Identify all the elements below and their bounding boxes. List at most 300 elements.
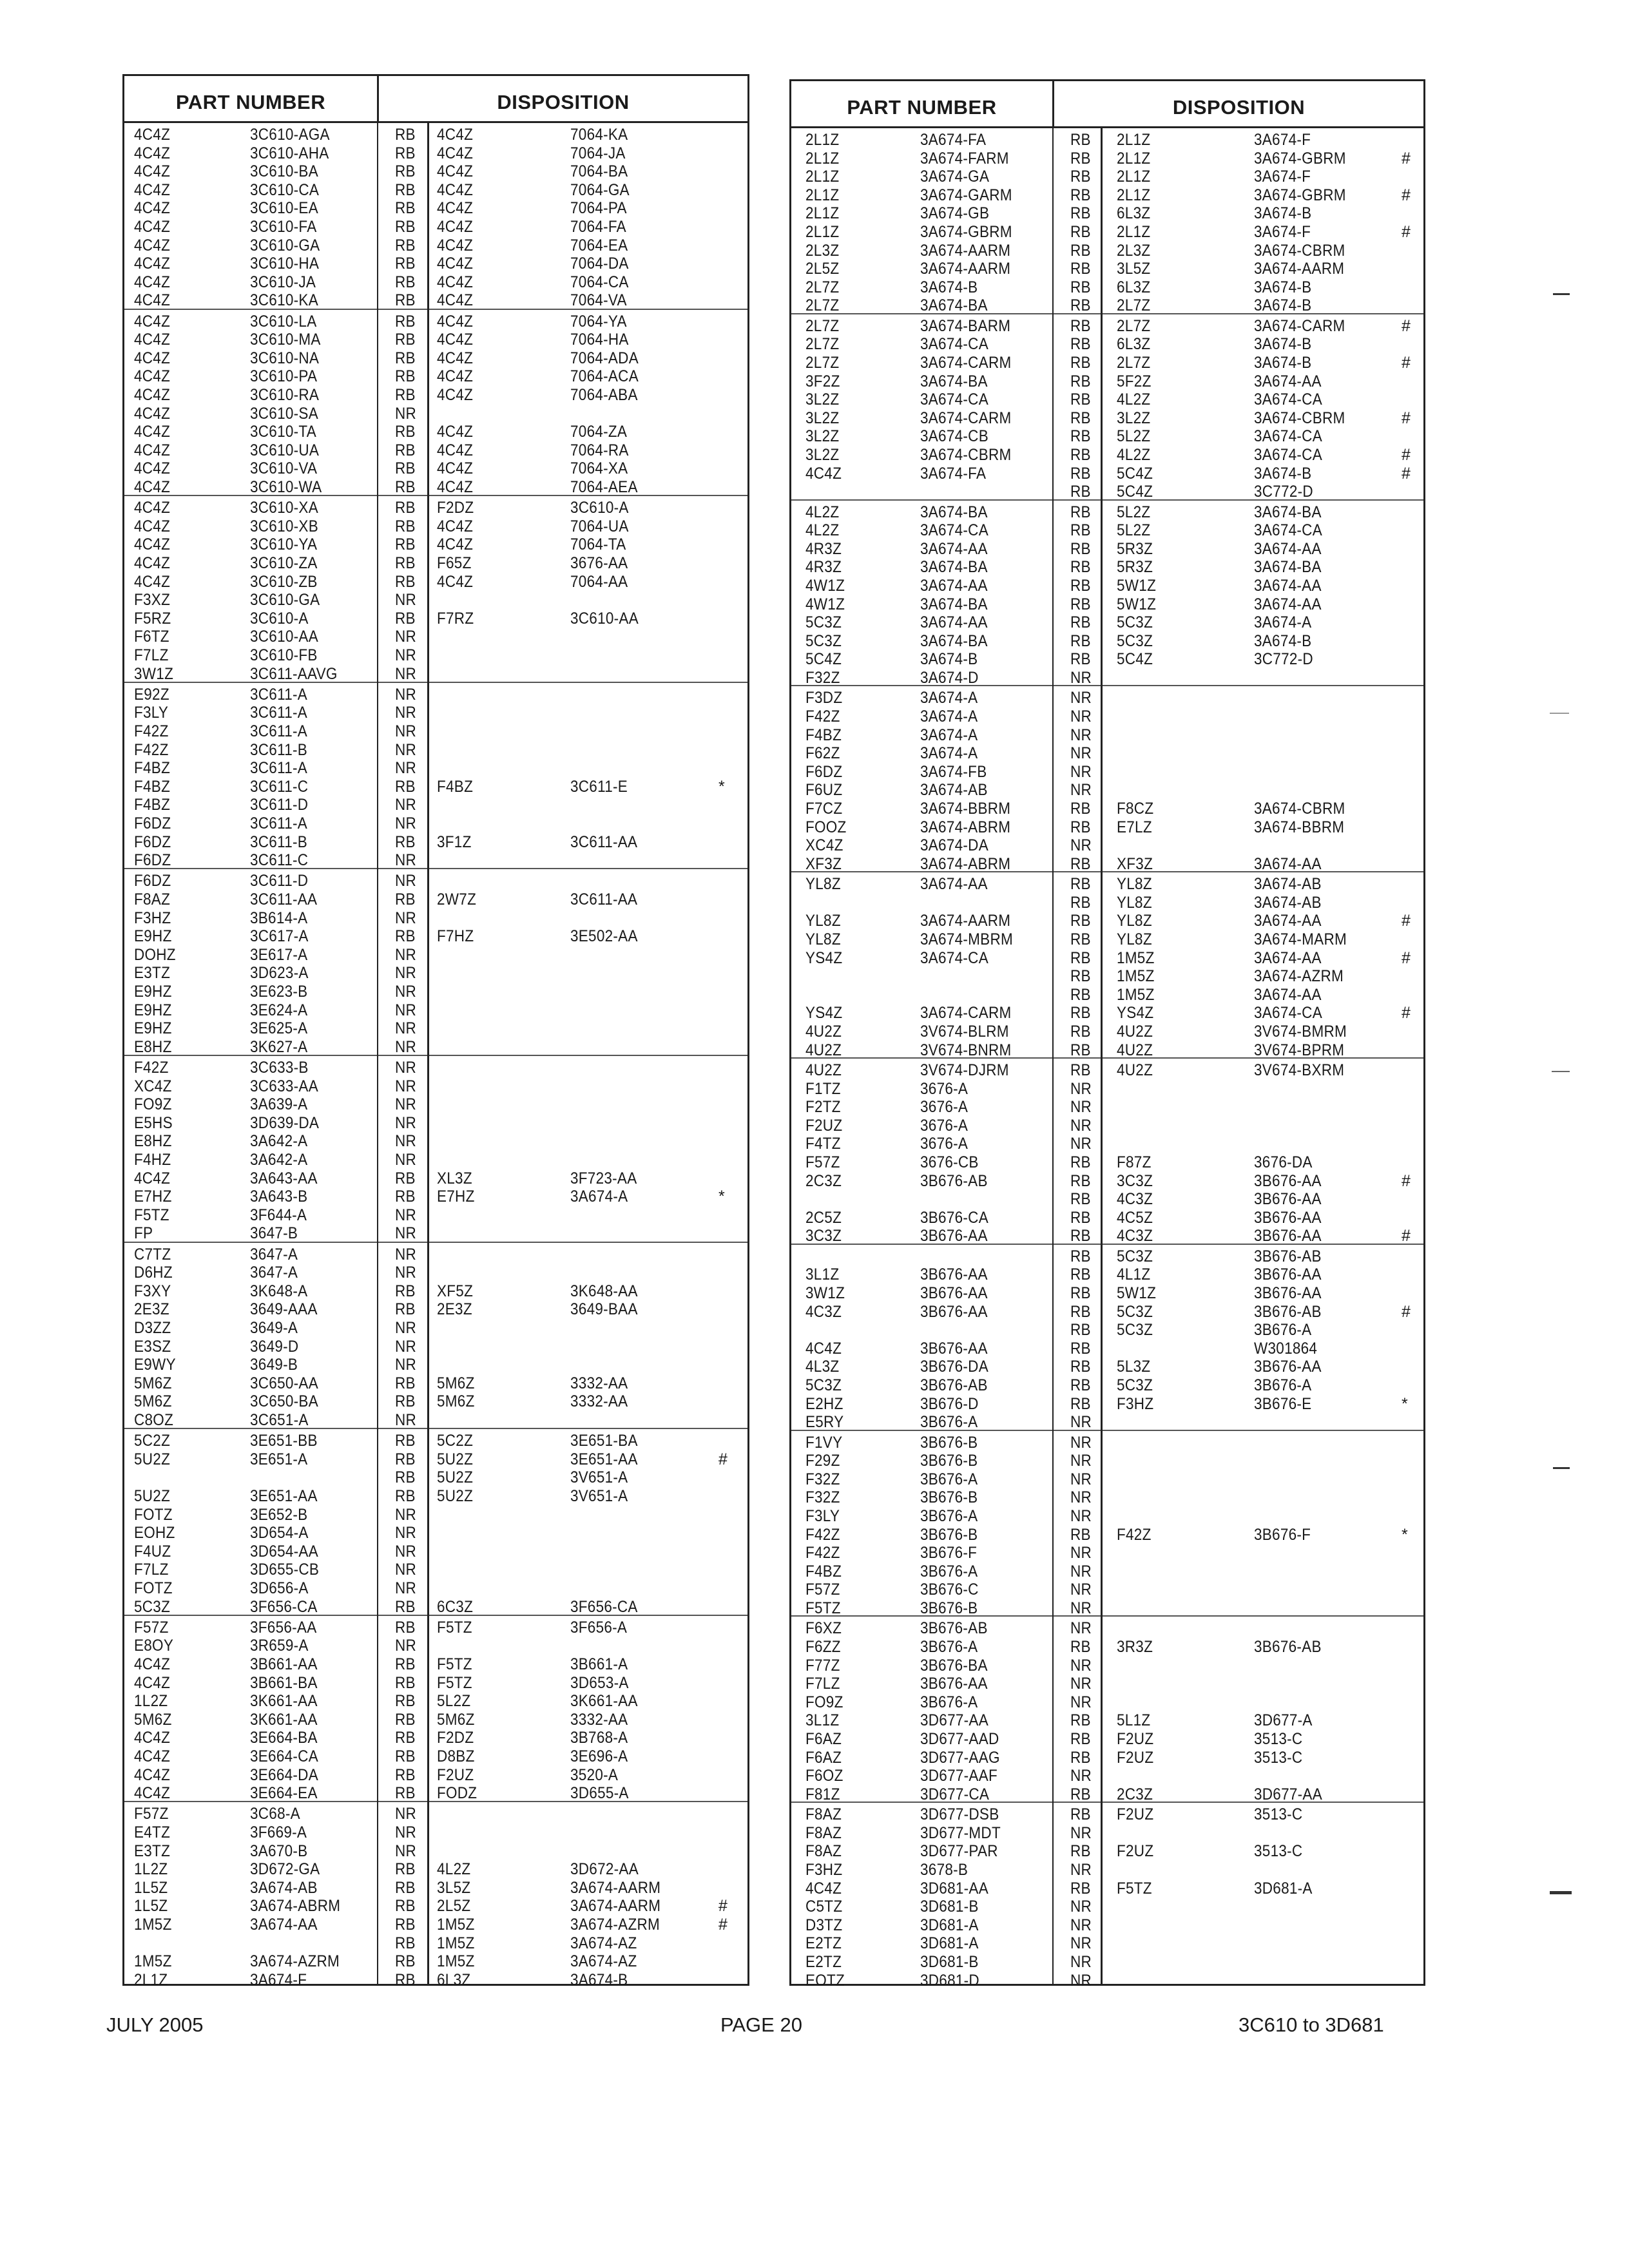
table-row [124,1674,747,1693]
row-group [791,501,1423,687]
model-code: E7HZ [134,1187,172,1206]
row-group [791,686,1423,872]
part-number: 3D681-AA [920,1879,988,1898]
table-row [791,260,1423,278]
disposition-code: NR [395,1077,417,1095]
table-row [791,689,1423,707]
model-code: E3TZ [134,964,171,983]
model-code: E5HS [134,1113,173,1132]
table-row [791,1599,1423,1618]
disposition-code: RB [395,609,416,628]
row-group [124,123,747,310]
disposition-code: RB [1070,222,1091,241]
part-number: 3C610-AHA [250,144,329,162]
model-code: YL8Z [805,912,841,930]
disposition-code: RB [395,777,416,796]
disposition-code: RB [395,499,416,517]
part-number: 3A674-D [920,668,979,687]
replacement-part: 3A674-AZ [570,1934,637,1952]
model-code: F8AZ [134,890,171,908]
replacement-model: 4C3Z [1117,1227,1153,1245]
table-row [124,1059,747,1077]
margin-mark [1550,713,1569,714]
replacement-model: 3L2Z [1117,408,1151,427]
disposition-code: RB [1070,204,1091,223]
model-code: 1M5Z [134,1915,172,1934]
replacement-model: D8BZ [437,1747,475,1765]
part-number: 3B676-D [920,1394,979,1413]
table-row [791,1247,1423,1266]
model-code: E9HZ [134,927,172,946]
replacement-model: F2DZ [437,499,474,517]
disposition-code: RB [1070,1842,1091,1861]
model-code: 4C4Z [134,291,171,310]
replacement-model: YL8Z [1117,875,1152,894]
table-row [791,296,1423,315]
model-code: 4C4Z [134,1655,171,1673]
model-code: F6TZ [134,628,169,646]
model-code: F57Z [805,1581,840,1599]
model-code: 5M6Z [134,1710,172,1729]
disposition-code: NR [1070,1413,1092,1432]
part-number: 3D655-CB [250,1561,320,1579]
part-number: 3F656-CA [250,1597,318,1616]
disposition-code: RB [1070,912,1091,930]
replacement-model: 2L5Z [437,1897,471,1916]
part-number: 3E664-EA [250,1784,318,1803]
replacement-part: 3649-BAA [570,1300,638,1319]
disposition-code: NR [395,851,417,870]
part-number: 3D681-D [920,1971,979,1990]
part-number: 3B676-AA [920,1283,988,1302]
model-code: 1L5Z [134,1897,168,1916]
part-number: 3A639-A [250,1095,308,1114]
replacement-model: 2E3Z [437,1300,472,1319]
disposition-code: NR [1070,1916,1092,1934]
disposition-code: RB [395,441,416,459]
replacement-part: 3A674-AA [1254,948,1322,967]
model-code: 2L7Z [805,316,840,335]
table-row [791,707,1423,726]
model-code: 4C4Z [134,349,171,367]
disposition-code: RB [395,273,416,291]
replacement-model: 2L7Z [1117,296,1151,315]
replacement-part: 3A674-AZRM [1254,967,1344,986]
model-code: 5C4Z [805,650,842,669]
model-code: 4L2Z [805,503,840,521]
table-row [791,1675,1423,1693]
model-code: F42Z [134,740,169,759]
model-code: FO9Z [805,1693,843,1711]
replacement-model: 2L7Z [1117,353,1151,372]
table-body [791,128,1423,1989]
disposition-code: RB [395,1860,416,1879]
table-row [124,741,747,760]
replacement-part: 3A674-B [1254,353,1312,372]
replacement-part: 3B676-AA [1254,1171,1322,1190]
model-code: 2C5Z [805,1208,842,1227]
disposition-code: NR [395,1542,417,1561]
part-number: 3A642-A [250,1132,308,1151]
row-group [124,869,747,1056]
table-row [124,1561,747,1579]
disposition-code: NR [395,1823,417,1841]
replacement-part: 7064-AEA [570,477,638,496]
table-row [791,949,1423,968]
part-number: 3B661-BA [250,1673,318,1692]
replacement-model: 5M6Z [437,1392,475,1411]
table-row [791,1730,1423,1749]
disposition-code: RB [395,367,416,386]
replacement-model: F2DZ [437,1729,474,1747]
model-code: YS4Z [805,948,843,967]
model-code: E4TZ [134,1823,171,1841]
disposition-header: DISPOSITION [1172,96,1306,119]
part-number: 3C610-A [250,609,309,628]
replacement-part: 3B661-A [570,1655,628,1673]
disposition-code: NR [1070,1470,1092,1488]
table-row [124,1356,747,1374]
table-row [791,1767,1423,1785]
table-row [791,912,1423,930]
part-number: 3A674-AA [250,1915,318,1934]
replacement-part: 3A674-F [1254,168,1311,186]
disposition-code: RB [395,1692,416,1711]
replacement-part: 3A674-BBRM [1254,818,1345,836]
model-code: E8HZ [134,1132,172,1151]
table-row [124,983,747,1001]
part-number: 3A674-BA [920,372,988,390]
replacement-part: 3513-C [1254,1729,1303,1748]
part-number: 3A674-BA [920,558,988,577]
replacement-model: 3C3Z [1117,1171,1153,1190]
part-number: 3A674-AZRM [250,1952,340,1971]
model-code: E3SZ [134,1337,171,1356]
part-number: 3C610-GA [250,236,320,255]
part-number: 3A674-B [920,278,978,296]
model-code: 5C3Z [805,613,842,632]
model-code: F62Z [805,744,840,763]
table-row [124,1805,747,1823]
table-row [791,1711,1423,1730]
replacement-model: F7HZ [437,927,474,946]
part-number: 3E651-BB [250,1432,318,1450]
model-code: 4U2Z [805,1041,842,1059]
disposition-code: NR [1070,689,1092,707]
disposition-code: NR [395,1001,417,1019]
table-row [124,1374,747,1393]
replacement-model: F8CZ [1117,799,1154,818]
part-number: 3C611-AAVG [250,664,338,683]
table-row [791,1041,1423,1060]
model-code: 2E3Z [134,1300,169,1319]
replacement-part: 3676-DA [1254,1153,1313,1171]
disposition-code: NR [1070,744,1092,763]
replacement-model: 5W1Z [1117,595,1157,613]
row-group [124,1802,747,1989]
model-code: 3L2Z [805,390,840,409]
replacement-model: 6L3Z [1117,278,1151,296]
replacement-model: 4C4Z [437,535,474,554]
disposition-code: RB [395,1934,416,1952]
model-code: 4C4Z [134,312,171,331]
disposition-code: RB [1070,1022,1091,1041]
replacement-model: XF5Z [437,1282,474,1300]
part-number: 3C611-B [250,832,308,851]
replacement-part: 3C772-D [1254,650,1313,669]
disposition-code: RB [395,1673,416,1692]
table-body [124,123,747,1989]
table-row [791,800,1423,818]
table-row [124,1952,747,1971]
note-mark: # [1402,912,1411,930]
table-row [124,1897,747,1916]
part-number: 3R659-A [250,1637,309,1655]
table-row [124,1206,747,1225]
table-row [791,317,1423,336]
table-row [791,1023,1423,1041]
replacement-model: 3L5Z [1117,260,1151,278]
model-code: 5M6Z [134,1374,172,1392]
replacement-part: 3A674-B [1254,464,1312,483]
part-number: 3K627-A [250,1037,308,1056]
replacement-part: 3A674-AA [1254,985,1322,1004]
table-row [124,646,747,665]
replacement-model: 5C2Z [437,1432,474,1450]
replacement-model: 2L1Z [1117,168,1151,186]
replacement-part: 3A674-AA [1254,576,1322,595]
replacement-model: 1M5Z [1117,985,1155,1004]
row-group [791,314,1423,501]
replacement-part: 3B676-AB [1254,1247,1322,1265]
table-row [791,1227,1423,1245]
replacement-model: 3R3Z [1117,1637,1153,1656]
margin-mark [1553,293,1570,295]
replacement-model: F2UZ [1117,1748,1154,1767]
disposition-code: NR [1070,1823,1092,1842]
part-number: 3B676-AB [920,1376,988,1394]
replacement-model: 4C5Z [1117,1208,1153,1227]
part-number: 3A674-CARM [920,353,1012,372]
model-code: F32Z [805,1488,840,1507]
part-number: 3A674-FARM [920,149,1009,168]
part-number: 3C610-PA [250,367,318,386]
model-code: F77Z [805,1656,840,1675]
replacement-model: 1M5Z [1117,967,1155,986]
disposition-code: RB [395,477,416,496]
table-row [791,1749,1423,1767]
part-number: 3C611-A [250,759,308,778]
disposition-code: NR [1070,1934,1092,1953]
table-row [124,1151,747,1169]
replacement-part: 7064-HA [570,331,629,349]
replacement-part: 3B676-E [1254,1394,1312,1413]
part-number: 3K648-A [250,1282,308,1300]
model-code: F3XZ [134,591,171,610]
model-code: 4R3Z [805,539,842,558]
replacement-part: 3D677-A [1254,1711,1313,1730]
disposition-code: NR [395,1206,417,1224]
table-row [124,554,747,573]
disposition-code: RB [1070,503,1091,521]
part-number: 3676-A [920,1135,969,1153]
model-code: 4C4Z [134,499,171,517]
replacement-model: YL8Z [1117,912,1152,930]
disposition-code: RB [1070,1637,1091,1656]
margin-mark [1552,1071,1570,1072]
disposition-code: RB [1070,464,1091,483]
replacement-part: 3B676-AB [1254,1637,1322,1656]
replacement-model: 5L2Z [1117,503,1151,521]
replacement-part: 7064-XA [570,459,628,478]
part-number: 3C610-AGA [250,126,330,144]
disposition-code: RB [1070,1302,1091,1321]
disposition-code: NR [395,646,417,664]
replacement-model: 5M6Z [437,1374,475,1392]
model-code: F6DZ [805,762,843,781]
replacement-part: 3V651-A [570,1468,628,1487]
model-code: F7LZ [134,1561,169,1579]
replacement-part: 3520-A [570,1765,619,1784]
part-number: 3649-B [250,1356,298,1374]
disposition-code: RB [1070,1171,1091,1190]
disposition-code: RB [395,349,416,367]
disposition-code: NR [395,1224,417,1243]
disposition-code: NR [395,1318,417,1337]
model-code: F6XZ [805,1619,842,1638]
table-row [791,1972,1423,1990]
table-row [791,409,1423,428]
table-row [124,1411,747,1430]
part-number: 3A674-AA [920,576,988,595]
model-code: F7LZ [805,1675,840,1693]
part-number: 3A674-B [920,650,978,669]
table-row [791,1581,1423,1599]
disposition-code: RB [1070,650,1091,669]
table-row [791,204,1423,223]
table-row [124,1224,747,1243]
part-number: 3B676-AA [920,1302,988,1321]
model-code: D6HZ [134,1264,173,1282]
disposition-code: RB [1070,260,1091,278]
disposition-code: RB [1070,875,1091,894]
table-row [124,1169,747,1188]
replacement-part: W301864 [1254,1339,1318,1358]
disposition-code: RB [1070,1321,1091,1340]
part-number: 3A642-A [250,1150,308,1169]
table-row [791,186,1423,205]
model-code: F42Z [805,1525,840,1544]
replacement-part: 7064-PA [570,199,627,218]
table-row [124,872,747,890]
table-row [124,405,747,423]
part-number: 3C611-A [250,704,308,722]
part-number: 3649-AAA [250,1300,318,1319]
part-number: 3D677-AA [920,1711,988,1730]
replacement-model: 4L2Z [1117,390,1151,409]
disposition-code: RB [395,1952,416,1971]
note-mark: * [718,1187,726,1206]
replacement-model: 2W7Z [437,890,477,908]
model-code: E5RY [805,1413,844,1432]
margin-mark [1553,1467,1570,1469]
model-code: F57Z [134,1618,169,1637]
disposition-code: NR [395,740,417,759]
disposition-code: RB [1070,445,1091,464]
part-number: 3A674-A [920,726,978,744]
part-number: 3K661-AA [250,1710,318,1729]
model-code: F5TZ [134,1206,169,1224]
replacement-part: 3K661-AA [570,1692,638,1711]
disposition-code: RB [395,312,416,331]
table-row [791,1805,1423,1824]
part-number: 3D677-PAR [920,1842,998,1861]
part-number: 3C611-A [250,685,308,704]
disposition-code: NR [395,814,417,832]
model-code: F4BZ [805,1562,842,1581]
disposition-code: NR [1070,707,1092,726]
replacement-model: 4U2Z [1117,1061,1153,1079]
row-group [791,1431,1423,1617]
disposition-code: NR [1070,1675,1092,1693]
model-code: 1L5Z [134,1878,168,1897]
model-code: E8HZ [134,1037,172,1056]
replacement-part: 7064-RA [570,441,629,459]
replacement-model: 4C4Z [437,144,474,162]
table-row [791,521,1423,540]
table-row [791,1879,1423,1898]
note-mark: # [1402,316,1411,335]
model-code: F42Z [134,722,169,740]
replacement-model: 1M5Z [437,1952,475,1971]
table-row [791,1953,1423,1972]
disposition-code: RB [395,890,416,908]
model-code: F42Z [805,1544,840,1562]
disposition-code: NR [395,628,417,646]
column-divider [1101,126,1103,1984]
table-row [124,1655,747,1674]
model-code: 4C4Z [134,144,171,162]
model-code: FP [134,1224,153,1243]
disposition-code: RB [1070,1061,1091,1079]
table-row [791,1657,1423,1675]
table-row [791,894,1423,912]
disposition-code: RB [395,1618,416,1637]
table-row [124,1095,747,1114]
part-number: 3C610-WA [250,477,322,496]
model-code: 5C3Z [134,1597,171,1616]
part-number: 3649-A [250,1318,298,1337]
row-group [124,1056,747,1243]
row-group [124,1429,747,1616]
table-row [791,1470,1423,1489]
disposition-code: NR [1070,726,1092,744]
model-code: 2L5Z [805,260,840,278]
model-code: 4C4Z [134,459,171,478]
replacement-part: 3513-C [1254,1805,1303,1824]
row-group [124,496,747,683]
table-row [124,1524,747,1542]
replacement-model: 1M5Z [437,1934,475,1952]
replacement-part: 3D681-A [1254,1879,1313,1898]
model-code: 3F2Z [805,372,840,390]
table-row [124,386,747,405]
part-number: 3C611-A [250,814,308,832]
replacement-model: 4C4Z [437,291,474,310]
replacement-model: F2UZ [1117,1729,1154,1748]
replacement-model: F2UZ [437,1765,474,1784]
model-code: E2TZ [805,1952,842,1971]
